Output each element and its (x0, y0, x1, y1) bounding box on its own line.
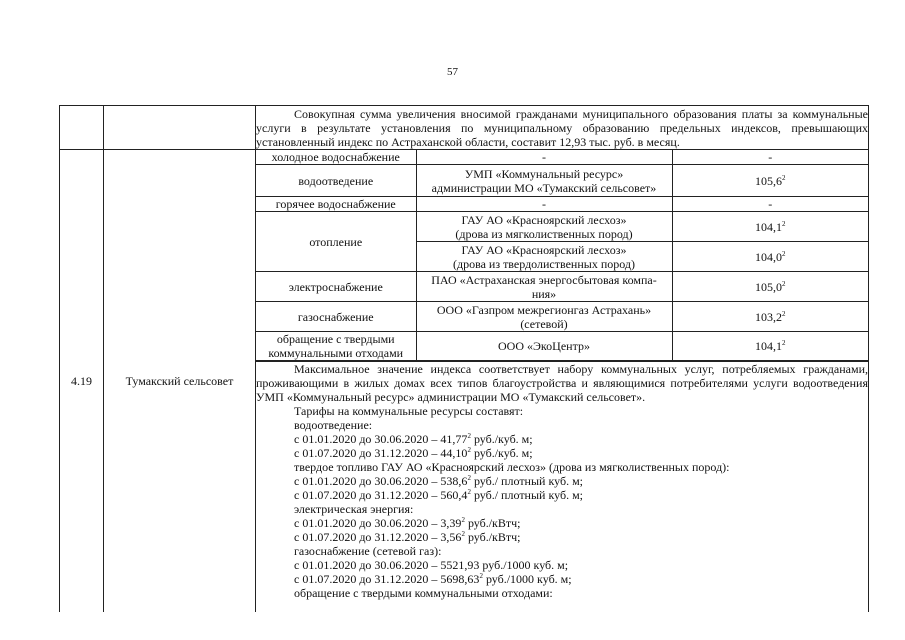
service-name: водоотведение (256, 165, 416, 197)
service-row-electricity (256, 272, 868, 302)
municipality-name: Тумакский сельсовет (104, 150, 256, 613)
provider: ООО «ЭкоЦентр» (416, 332, 672, 361)
services-cell (256, 150, 869, 362)
max-index-paragraph: Максимальное значение индекса соответствует набору коммунальных услуг, потребляемых гражданами, проживающими в жилых домах всех типов благоустройства и являющимися потребителями услуги водоотведения УМП «Коммунальный ресурс» администрации МО «Тумакский сельсовет». (256, 362, 868, 404)
prev-summary-text: Совокупная сумма увеличения вносимой гражданами муниципального образования платы за коммунальные услуги в результате установления по муниципальному образованию предельных индексов, превышающих установленный индекс по Астраханской области, составит 12,93 тыс. руб. в месяц. (256, 106, 868, 149)
sewerage-heading: водоотведение: (294, 418, 373, 432)
previous-row (60, 106, 869, 150)
sewerage-tariff-1: с 01.01.2020 до 30.06.2020 – 41,77$^2$ руб./куб. м; (294, 432, 533, 446)
page-number: 57 (447, 66, 458, 78)
index-value: - (672, 197, 868, 212)
prev-number-cell (60, 106, 104, 150)
service-row-cold-water (256, 150, 868, 165)
tariff-text-cell (256, 362, 869, 613)
row-number: 4.19 (60, 150, 104, 613)
provider: ООО «Газпром межрегионгаз Астрахань» (сетевой) (416, 302, 672, 332)
row-4-19 (60, 150, 869, 362)
municipal-index-table (59, 105, 869, 612)
provider: ГАУ АО «Красноярский лесхоз» (дрова из мягколиственных пород) (416, 212, 672, 242)
provider: - (416, 150, 672, 165)
service-row-heating-soft (256, 212, 868, 242)
service-name: холодное водоснабжение (256, 150, 416, 165)
provider: УМП «Коммунальный ресурс» администрации МО «Тумакский сельсовет» (416, 165, 672, 197)
waste-heading: обращение с твердыми коммунальными отходами: (294, 586, 553, 600)
service-row-waste (256, 332, 868, 361)
gas-tariff-1: с 01.01.2020 до 30.06.2020 – 5521,93 руб./1000 куб. м; (294, 558, 569, 572)
service-name: отопление (256, 212, 416, 272)
electricity-tariff-2: с 01.07.2020 до 31.12.2020 – 3,56$^2$ руб./кВтч; (294, 530, 521, 544)
service-name: обращение с твердыми коммунальными отходами (256, 332, 416, 361)
index-value: 103,2$^2$ (672, 302, 868, 332)
gas-heading: газоснабжение (сетевой газ): (294, 544, 442, 558)
fuel-tariff-2: с 01.07.2020 до 31.12.2020 – 560,4$^2$ руб./ плотный куб. м; (294, 488, 583, 502)
sewerage-tariff-2: с 01.07.2020 до 31.12.2020 – 44,10$^2$ руб./куб. м; (294, 446, 533, 460)
index-value: 104,1$^2$ (672, 212, 868, 242)
index-value: 105,6$^2$ (672, 165, 868, 197)
service-row-sewerage (256, 165, 868, 197)
service-name: электроснабжение (256, 272, 416, 302)
service-row-hot-water (256, 197, 868, 212)
service-name: горячее водоснабжение (256, 197, 416, 212)
index-value: 104,0$^2$ (672, 242, 868, 272)
provider: ПАО «Астраханская энергосбытовая компа- ния» (416, 272, 672, 302)
provider: - (416, 197, 672, 212)
index-value: 104,1$^2$ (672, 332, 868, 361)
tariffs-intro: Тарифы на коммунальные ресурсы составят: (294, 404, 524, 418)
electricity-tariff-1: с 01.01.2020 до 30.06.2020 – 3,39$^2$ руб./кВтч; (294, 516, 521, 530)
provider: ГАУ АО «Красноярский лесхоз» (дрова из твердолиственных пород) (416, 242, 672, 272)
prev-name-cell (104, 106, 256, 150)
services-table (256, 150, 868, 361)
fuel-heading: твердое топливо ГАУ АО «Красноярский лесхоз» (дрова из мягколиственных пород): (294, 460, 730, 474)
service-name: газоснабжение (256, 302, 416, 332)
service-row-gas (256, 302, 868, 332)
index-value: 105,0$^2$ (672, 272, 868, 302)
fuel-tariff-1: с 01.01.2020 до 30.06.2020 – 538,6$^2$ руб./ плотный куб. м; (294, 474, 583, 488)
gas-tariff-2: с 01.07.2020 до 31.12.2020 – 5698,63$^2$ руб./1000 куб. м; (294, 572, 572, 586)
electricity-heading: электрическая энергия: (294, 502, 414, 516)
index-value: - (672, 150, 868, 165)
